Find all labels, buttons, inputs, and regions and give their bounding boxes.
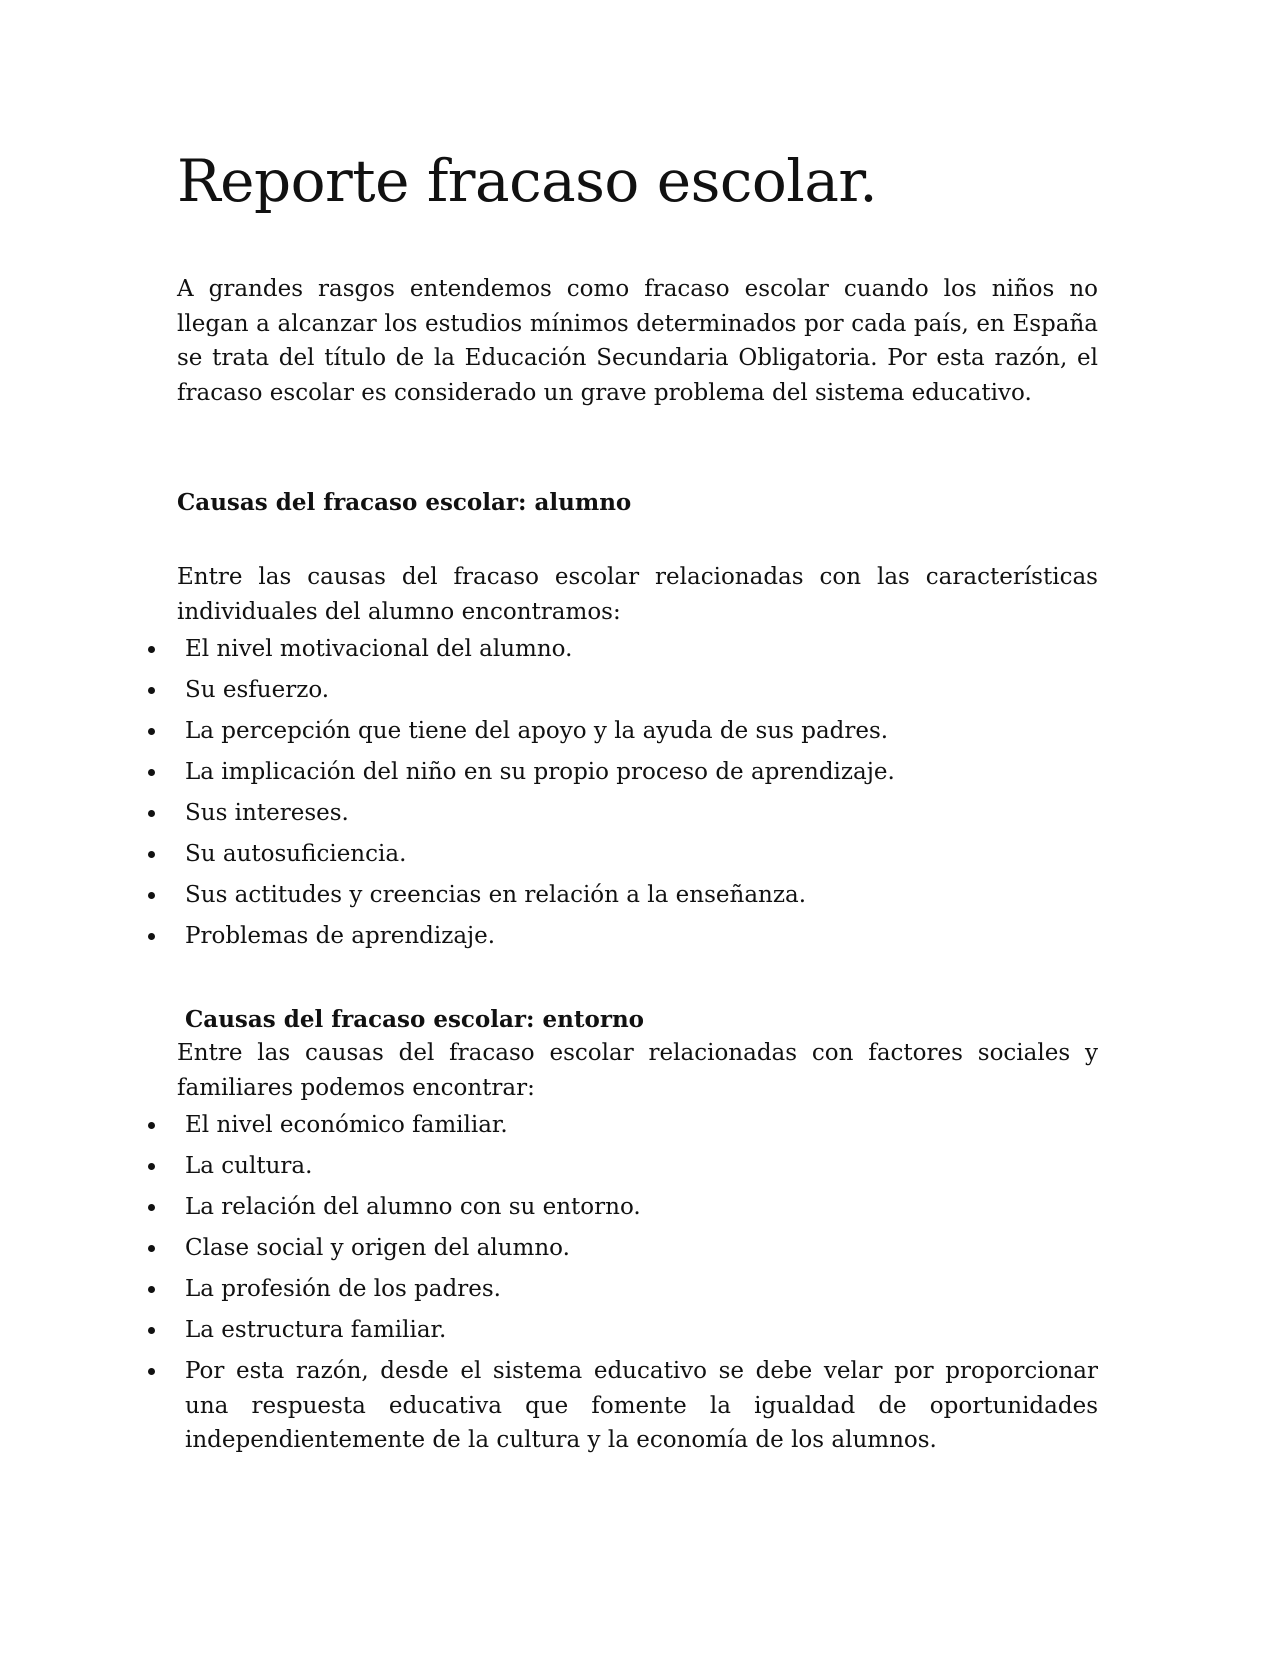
list-item-text: El nivel económico familiar. — [185, 1112, 508, 1138]
list-item-text: Su autosuficiencia. — [185, 841, 407, 867]
list-item-text: La cultura. — [185, 1153, 313, 1179]
list-item — [0, 1354, 1098, 1458]
list-item — [0, 1190, 1098, 1225]
bullet-icon — [148, 646, 155, 653]
list-item-text: Su esfuerzo. — [185, 677, 330, 703]
bullet-icon — [148, 687, 155, 694]
list-item — [0, 632, 1098, 667]
bullet-icon — [148, 1204, 155, 1211]
entorno-intro-paragraph: Entre las causas del fracaso escolar relacionadas con factores sociales y familiares podemos encontrar: — [177, 1040, 1098, 1101]
list-item — [0, 755, 1098, 790]
entorno-causes-list — [0, 1108, 1098, 1464]
list-item — [0, 1313, 1098, 1348]
bullet-icon — [148, 1163, 155, 1170]
list-item — [0, 1108, 1098, 1143]
alumno-causes-list — [0, 632, 1098, 960]
section-heading-alumno: Causas del fracaso escolar: alumno — [177, 489, 632, 516]
list-item — [0, 1231, 1098, 1266]
list-item-text: Por esta razón, desde el sistema educativo se debe velar por proporcionar una respuesta educativa que fomente la igualdad de oportunidades independientemente de la cultura y la economía de los alumnos. — [185, 1358, 1098, 1453]
bullet-icon — [148, 933, 155, 940]
bullet-icon — [148, 1122, 155, 1129]
list-item — [0, 714, 1098, 749]
bullet-icon — [148, 851, 155, 858]
list-item-text: La relación del alumno con su entorno. — [185, 1194, 641, 1220]
alumno-intro-paragraph: Entre las causas del fracaso escolar relacionadas con las características individuales del alumno encontramos: — [177, 564, 1098, 625]
bullet-icon — [148, 810, 155, 817]
bullet-icon — [148, 1286, 155, 1293]
list-item-text: El nivel motivacional del alumno. — [185, 636, 573, 662]
list-item-text: La implicación del niño en su propio proceso de aprendizaje. — [185, 759, 895, 785]
list-item-text: Sus actitudes y creencias en relación a la enseñanza. — [185, 882, 806, 908]
list-item — [0, 1149, 1098, 1184]
list-item-text: La profesión de los padres. — [185, 1276, 501, 1302]
list-item-text: Sus intereses. — [185, 800, 349, 826]
section-heading-entorno: Causas del fracaso escolar: entorno — [185, 1006, 645, 1033]
list-item-text: Problemas de aprendizaje. — [185, 923, 496, 949]
list-item-text: La percepción que tiene del apoyo y la ayuda de sus padres. — [185, 718, 889, 744]
list-item — [0, 673, 1098, 708]
bullet-icon — [148, 1368, 155, 1375]
list-item-text: Clase social y origen del alumno. — [185, 1235, 570, 1261]
bullet-icon — [148, 1245, 155, 1252]
list-item — [0, 837, 1098, 872]
bullet-icon — [148, 892, 155, 899]
bullet-icon — [148, 728, 155, 735]
page-title: Reporte fracaso escolar. — [177, 147, 878, 215]
list-item-text: La estructura familiar. — [185, 1317, 447, 1343]
list-item — [0, 796, 1098, 831]
bullet-icon — [148, 769, 155, 776]
list-item — [0, 1272, 1098, 1307]
intro-paragraph: A grandes rasgos entendemos como fracaso escolar cuando los niños no llegan a alcanzar los estudios mínimos determinados por cada país, en España se trata del título de la Educación Secundaria Obligatoria. Por esta razón, el fracaso escolar es considerado un grave problema del sistema educativo. — [177, 276, 1098, 406]
bullet-icon — [148, 1327, 155, 1334]
list-item — [0, 919, 1098, 954]
list-item — [0, 878, 1098, 913]
